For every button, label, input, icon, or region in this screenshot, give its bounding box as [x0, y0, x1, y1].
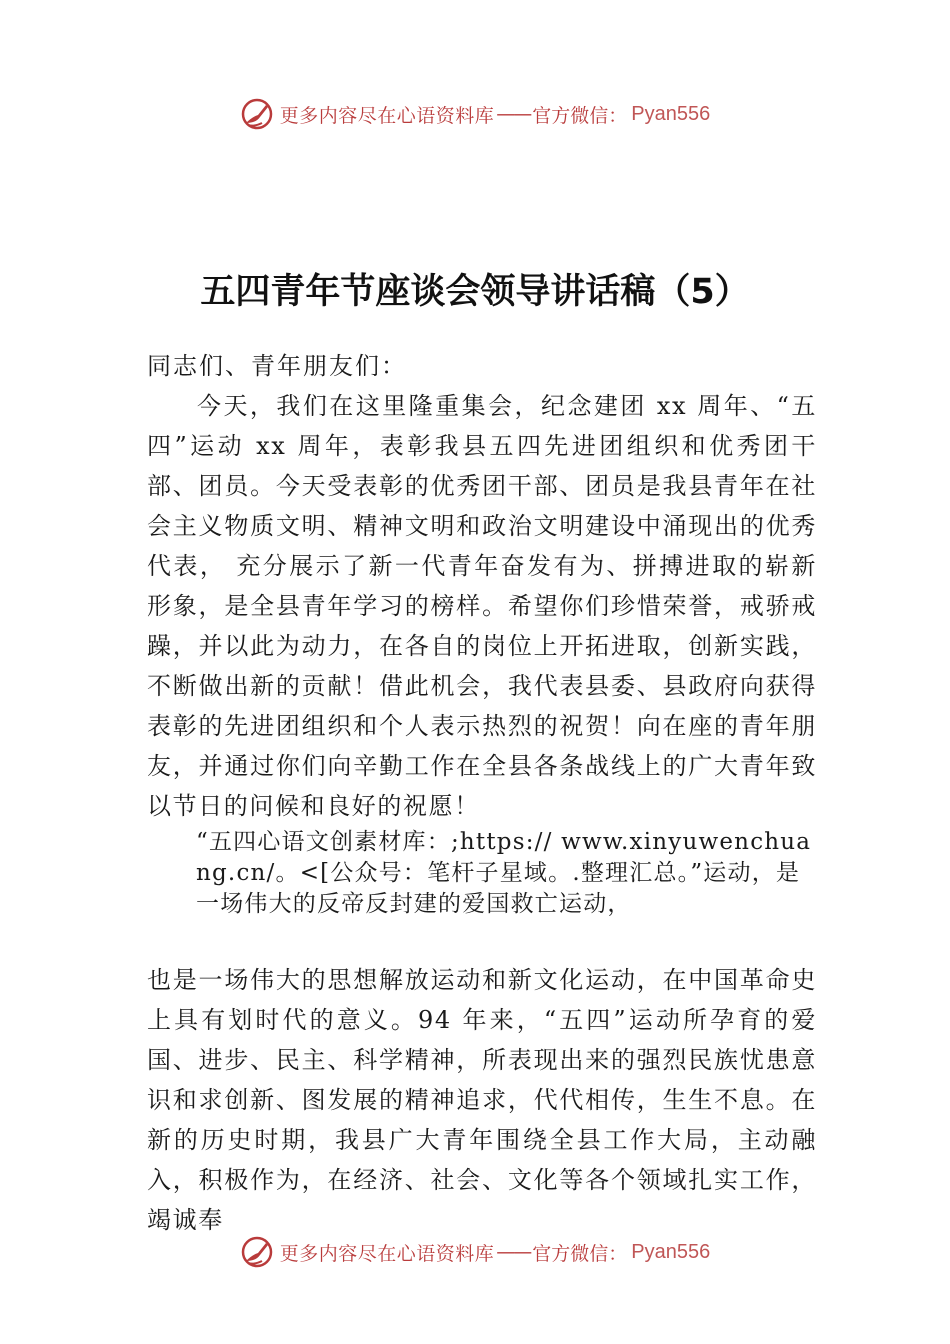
pen-nib-logo-icon — [240, 1235, 274, 1269]
quote-paragraph: “五四心语文创素材库：;https:// www.xinyuwenchuang.cn/。<[公众号：笔杆子星域。.整理汇总。”运动，是一场伟大的反帝反封建的爱国救亡运动， — [196, 829, 812, 917]
banner — [240, 1235, 711, 1269]
footer-banner — [0, 1232, 950, 1272]
salutation: 同志们、青年朋友们： — [147, 352, 407, 380]
paragraph-2: 也是一场伟大的思想解放运动和新文化运动，在中国革命史上具有划时代的意义。94 年来，“五四”运动所孕育的爱国、进步、民主、科学精神，所表现出来的强烈民族忧患意识和求创新、图发展的精神追求，代代相传，生生不息。在新的历史时期，我县广大青年围绕全县工作大局，主动融入，积极作为，在经济、社会、文化等各个领域扎实工作，竭诚奉 — [147, 966, 817, 1234]
banner-text: 更多内容尽在心语资料库 — [279, 104, 495, 127]
banner-wechat-id: Pyan556 — [631, 1240, 711, 1263]
banner-text: 更多内容尽在心语资料库 — [279, 1242, 495, 1265]
banner — [240, 97, 711, 131]
banner-separator: —— — [496, 1241, 531, 1263]
pen-nib-logo-icon — [240, 97, 274, 131]
banner-wechat-id: Pyan556 — [631, 102, 711, 125]
header-banner — [0, 94, 950, 134]
banner-separator: —— — [496, 103, 531, 125]
document-title: 五四青年节座谈会领导讲话稿（5） — [200, 272, 750, 312]
banner-wechat-label: 官方微信： — [532, 104, 628, 127]
banner-wechat-label: 官方微信： — [532, 1242, 628, 1265]
paragraph-1: 今天，我们在这里隆重集会，纪念建团 xx 周年、“五四”运动 xx 周年，表彰我县五四先进团组织和优秀团干部、团员。今天受表彰的优秀团干部、团员是我县青年在社会主义物质文明、精神文明和政治文明建设中涌现出的优秀代表， 充分展示了新一代青年奋发有为、拼搏进取的崭新形象，是全县青年学习的榜样。希望你们珍惜荣誉，戒骄戒躁，并以此为动力，在各自的岗位上开拓进取，创新实践，不断做出新的贡献！借此机会，我代表县委、县政府向获得表彰的先进团组织和个人表示热烈的祝贺！向在座的青年朋友，并通过你们向辛勤工作在全县各条战线上的广大青年致以节日的问候和良好的祝愿！ — [147, 392, 817, 820]
